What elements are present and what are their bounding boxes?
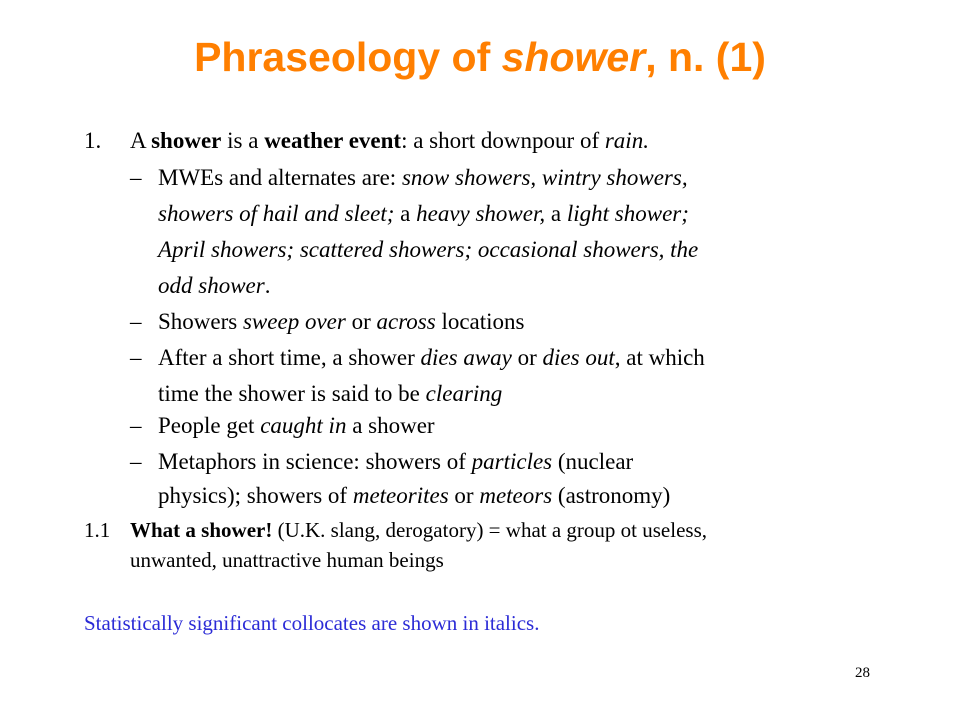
definition-line: A shower is a weather event: a short downpour of rain. xyxy=(130,128,649,153)
slide-title: Phraseology of shower, n. (1) xyxy=(194,34,766,80)
sweep-line: Showers sweep over or across locations xyxy=(158,309,525,334)
item-number: 1. xyxy=(84,128,102,153)
metaphors-line-2: physics); showers of meteorites or meteors (astronomy) xyxy=(158,483,671,508)
bullet-dash: – xyxy=(130,309,142,334)
item-number: 1.1 xyxy=(84,518,111,542)
dies-line-2: time the shower is said to be clearing xyxy=(158,381,503,406)
slang-line-2: unwanted, unattractive human beings xyxy=(130,548,444,572)
page-number: 28 xyxy=(855,665,870,681)
mwe-line-3: April showers; scattered showers; occasional showers, the xyxy=(158,237,699,262)
slang-line-1: What a shower! (U.K. slang, derogatory) = what a group ot useless, xyxy=(130,518,707,542)
bullet-dash: – xyxy=(130,165,142,190)
caught-line: People get caught in a shower xyxy=(158,413,435,438)
bullet-dash: – xyxy=(130,345,142,370)
bullet-dash: – xyxy=(130,449,142,474)
dies-line-1: After a short time, a shower dies away or dies out, at which xyxy=(158,345,705,370)
mwe-line-2: showers of hail and sleet; a heavy shower, a light shower; xyxy=(158,201,689,226)
mwe-line-4: odd shower. xyxy=(158,273,271,298)
mwe-line-1: MWEs and alternates are: snow showers, wintry showers, xyxy=(158,165,688,190)
bullet-dash: – xyxy=(130,413,142,438)
italics-note: Statistically significant collocates are shown in italics. xyxy=(84,611,540,635)
metaphors-line-1: Metaphors in science: showers of particles (nuclear xyxy=(158,449,634,474)
